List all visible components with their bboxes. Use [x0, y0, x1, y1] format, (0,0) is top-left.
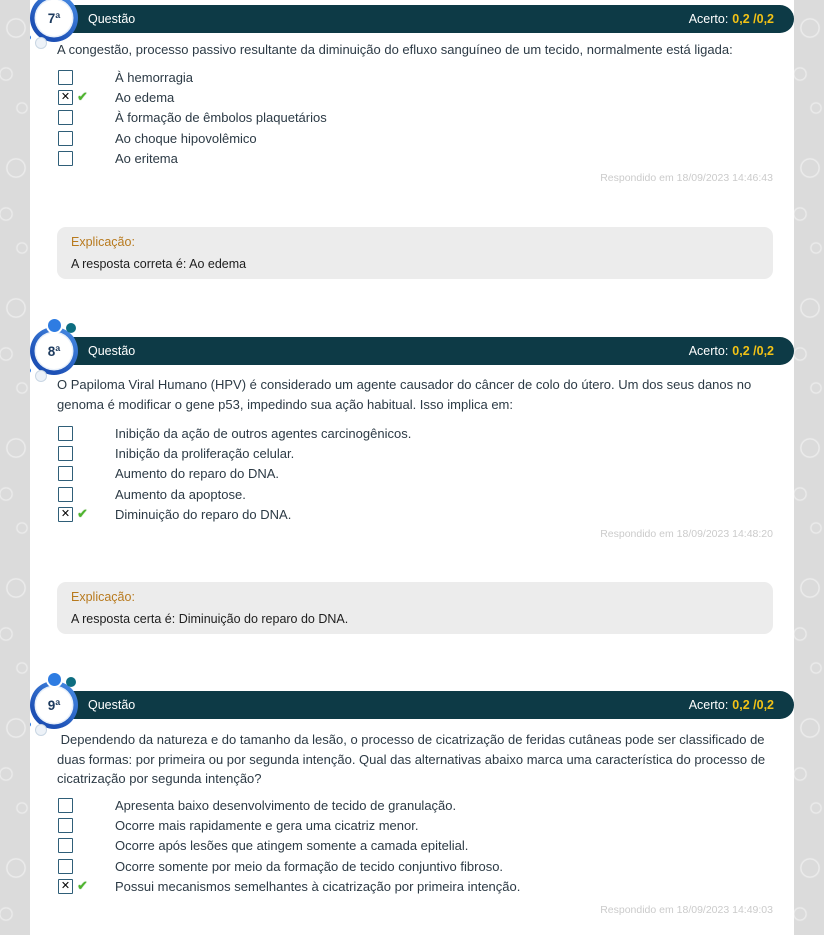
- question-number: 7ª: [36, 0, 72, 36]
- checkbox[interactable]: [58, 879, 73, 894]
- question-header-label: Questão: [88, 344, 136, 358]
- bubble-decoration-icon: [35, 724, 47, 736]
- x-mark-icon: [61, 881, 70, 892]
- checkbox[interactable]: [58, 70, 73, 85]
- checkbox[interactable]: [58, 131, 73, 146]
- checkbox[interactable]: [58, 798, 73, 813]
- option-label: Apresenta baixo desenvolvimento de tecido de granulação.: [115, 797, 457, 813]
- option-row[interactable]: [58, 484, 778, 504]
- checkbox[interactable]: [58, 90, 73, 105]
- option-row[interactable]: [58, 87, 778, 107]
- option-label: Ao eritema: [115, 150, 178, 166]
- answered-timestamp: Respondido em 18/09/2023 14:46:43: [600, 172, 773, 184]
- checkbox[interactable]: [58, 110, 73, 125]
- x-mark-icon: [61, 92, 70, 103]
- option-label: À hemorragia: [115, 69, 194, 85]
- question-text: Dependendo da natureza e do tamanho da lesão, o processo de cicatrização de feridas cutâneas pode ser classificado de duas formas: por primeira ou por segunda intenção. Qual das alternativas abaixo marca uma característica do processo de cicatrização por segunda intenção?: [57, 732, 769, 786]
- checkbox[interactable]: [58, 446, 73, 461]
- question-number: 8ª: [36, 333, 72, 369]
- bubble-decoration-icon: [46, 671, 63, 688]
- checkbox[interactable]: [58, 838, 73, 853]
- x-mark-icon: [61, 509, 70, 520]
- badge-circle: [30, 0, 78, 42]
- checkbox[interactable]: [58, 426, 73, 441]
- option-label: Ao edema: [115, 89, 175, 105]
- checkbox[interactable]: [58, 151, 73, 166]
- option-label: Inibição da ação de outros agentes carcinogênicos.: [115, 425, 412, 441]
- option-row[interactable]: [58, 815, 778, 835]
- option-row[interactable]: [58, 443, 778, 463]
- option-label: Inibição da proliferação celular.: [115, 445, 295, 461]
- badge-circle: [30, 327, 78, 375]
- right-decorative-strip: [794, 0, 824, 935]
- answered-timestamp: Respondido em 18/09/2023 14:48:20: [600, 528, 773, 540]
- explanation-text: A resposta correta é: Ao edema: [71, 257, 247, 271]
- option-row[interactable]: [58, 504, 778, 524]
- options-list: [58, 423, 778, 524]
- option-label: Ocorre somente por meio da formação de tecido conjuntivo fibroso.: [115, 858, 504, 874]
- question-header-bar: [54, 691, 794, 719]
- options-list: [58, 67, 778, 168]
- score: [689, 5, 774, 33]
- question-number: 9ª: [36, 687, 72, 723]
- option-label: Possui mecanismos semelhantes à cicatrização por primeira intenção.: [115, 878, 521, 894]
- option-label: Aumento do reparo do DNA.: [115, 466, 280, 482]
- checkbox[interactable]: [58, 487, 73, 502]
- score-value: 0,2 /0,2: [732, 698, 774, 712]
- option-row[interactable]: [58, 836, 778, 856]
- bubble-decoration-icon: [66, 677, 76, 687]
- option-label: Aumento da apoptose.: [115, 486, 246, 502]
- bubble-decoration-icon: [66, 323, 76, 333]
- checkbox[interactable]: [58, 818, 73, 833]
- option-label: Diminuição do reparo do DNA.: [115, 506, 292, 522]
- checkbox[interactable]: [58, 466, 73, 481]
- score-value: 0,2 /0,2: [732, 12, 774, 26]
- question-number-badge: [30, 327, 78, 375]
- score-value: 0,2 /0,2: [732, 344, 774, 358]
- option-row[interactable]: [58, 148, 778, 168]
- left-decorative-strip: [0, 0, 30, 935]
- question-number-badge: [30, 681, 78, 729]
- question-header-label: Questão: [88, 698, 136, 712]
- score-label: Acerto:: [688, 12, 729, 26]
- option-label: Ocorre após lesões que atingem somente a camada epitelial.: [115, 838, 469, 854]
- option-label: À formação de êmbolos plaquetários: [115, 110, 327, 126]
- score-label: Acerto:: [688, 344, 729, 358]
- bubble-decoration-icon: [35, 37, 47, 49]
- explanation-box: [57, 227, 773, 279]
- option-row[interactable]: [58, 856, 778, 876]
- option-row[interactable]: [58, 464, 778, 484]
- question-text: O Papiloma Viral Humano (HPV) é considerado um agente causador do câncer de colo do útero. Um dos seus danos no genoma é modificar o gene p53, impedindo sua ação habitual. Isso implica em:: [57, 377, 755, 412]
- checkbox[interactable]: [58, 507, 73, 522]
- option-label: Ocorre mais rapidamente e gera uma cicatriz menor.: [115, 817, 419, 833]
- explanation-box: [57, 582, 773, 634]
- option-row[interactable]: [58, 128, 778, 148]
- question-text: A congestão, processo passivo resultante da diminuição do efluxo sanguíneo de um tecido, normalmente está ligada:: [57, 42, 733, 57]
- checkbox[interactable]: [58, 859, 73, 874]
- options-list: [58, 795, 778, 896]
- score: [689, 691, 774, 719]
- option-row[interactable]: [58, 423, 778, 443]
- correct-check-icon: [77, 506, 88, 522]
- question-header-bar: [54, 337, 794, 365]
- bubble-decoration-icon: [46, 317, 63, 334]
- option-row[interactable]: [58, 795, 778, 815]
- score: [689, 337, 774, 365]
- explanation-title: Explicação:: [71, 235, 135, 249]
- option-row[interactable]: [58, 108, 778, 128]
- correct-check-icon: [77, 89, 88, 105]
- badge-circle: [30, 681, 78, 729]
- option-row[interactable]: [58, 67, 778, 87]
- option-label: Ao choque hipovolêmico: [115, 130, 257, 146]
- question-number-badge: [30, 0, 78, 42]
- question-header-bar: [54, 5, 794, 33]
- answered-timestamp: Respondido em 18/09/2023 14:49:03: [600, 904, 773, 916]
- score-label: Acerto:: [688, 698, 729, 712]
- correct-check-icon: [77, 878, 88, 894]
- question-header-label: Questão: [88, 12, 136, 26]
- explanation-title: Explicação:: [71, 590, 135, 604]
- explanation-text: A resposta certa é: Diminuição do reparo do DNA.: [71, 612, 349, 626]
- option-row[interactable]: [58, 876, 778, 896]
- bubble-decoration-icon: [35, 370, 47, 382]
